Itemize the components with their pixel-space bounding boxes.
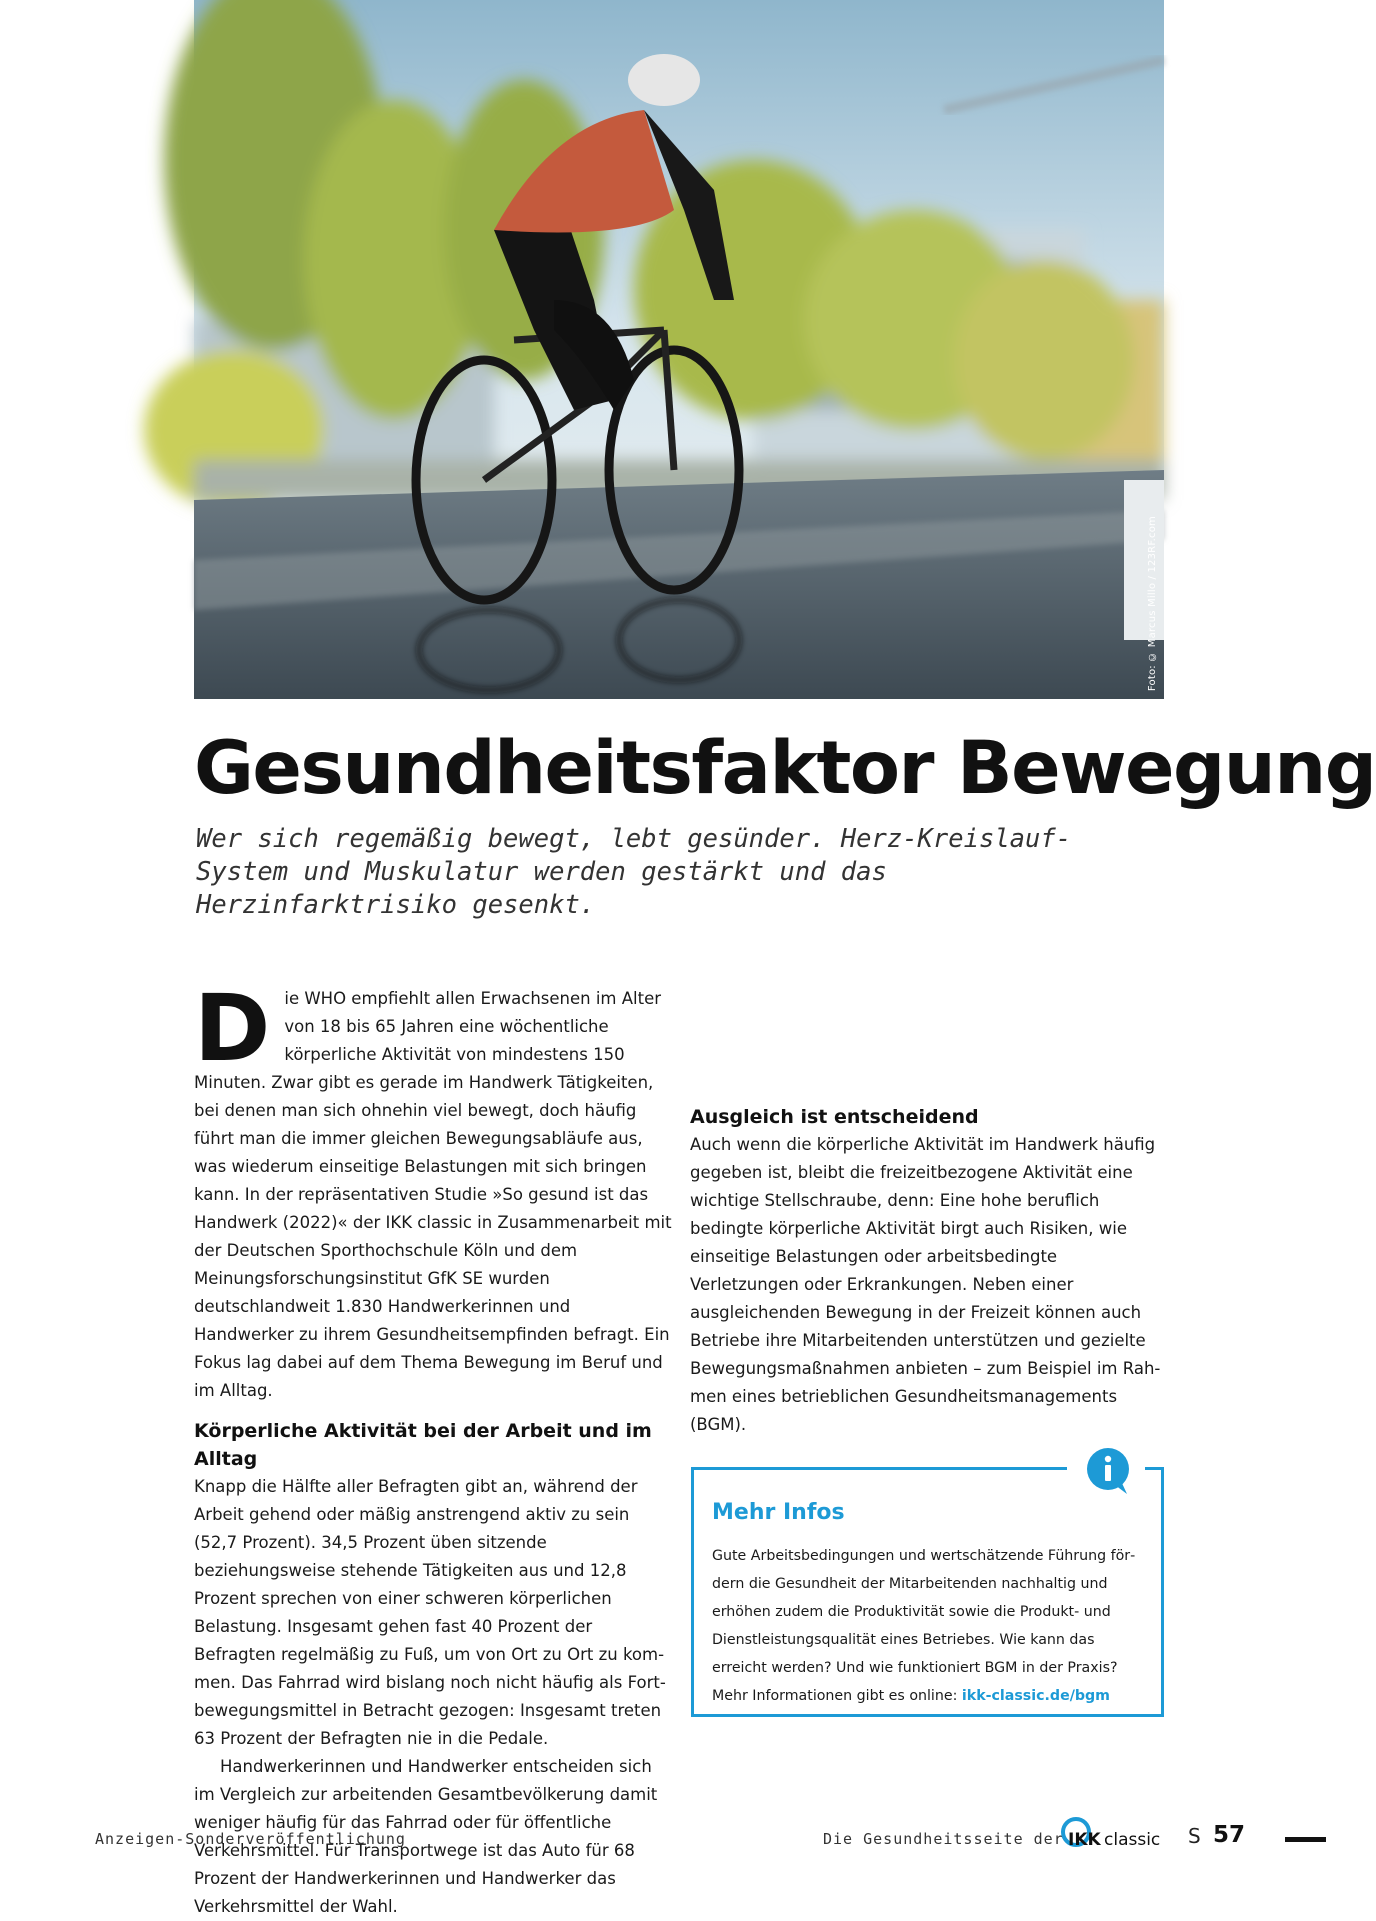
info-icon xyxy=(1085,1447,1131,1495)
ikk-classic-logo xyxy=(1060,1814,1168,1854)
page-title: Gesundheitsfaktor Bewegung xyxy=(194,726,1376,811)
subheading-balance: Ausgleich ist entscheidend xyxy=(690,1106,979,1128)
svg-text:classic: classic xyxy=(1104,1830,1161,1850)
hero-image xyxy=(194,0,1164,699)
footer-publisher-text: Die Gesundheitsseite der xyxy=(823,1830,1064,1848)
info-link[interactable]: ikk-classic.de/bgm xyxy=(961,1688,1110,1704)
dropcap: D xyxy=(194,975,271,1082)
paragraph-intro xyxy=(194,975,672,1405)
paragraph-activity: Knapp die Hälfte aller Befragten gibt an, während der Arbeit gehend oder mäßig anstrengend aktiv zu sein (52,7 Prozent). 34,5 Prozent üben sitzende beziehungsweise stehende Tätigkeiten aus und 12,8 Prozent sprechen von einer schweren körperlichen Belastung. Insgesamt gehen fast 40 Prozent der Befragten regelmäßig zu Fuß, um von Ort zu Ort zu kommen. Das Fahrrad wird bislang noch nicht häufig als Fortbewegungsmittel in Betracht gezogen: Insgesamt treten 63 Prozent der Befragten nie in die Pedale. xyxy=(194,1477,666,1748)
article-column-right xyxy=(690,985,1168,1439)
page-number: 57 xyxy=(1213,1822,1246,1848)
lead-text: Wer sich regemäßig bewegt, lebt gesünder. Herz-Kreislauf-System und Muskulatur werden gestärkt und das Herzinfarktrisiko gesenkt. xyxy=(196,824,1072,920)
intro-text: ie WHO empfiehlt allen Erwachsenen im Alter von 18 bis 65 Jahren eine wöchentliche körperliche Aktivität von mindestens 150 Minuten. Zwar gibt es gerade im Handwerk Tätigkeiten, bei denen man sich ohnehin viel bewegt, doch häufig führt man die immer gleichen Bewegungsabläufe aus, was wiederum einseitige Belastungen mit sich bringen kann. In der repräsentativen Studie »So gesund ist das Handwerk (2022)« der IKK classic in Zusammenarbeit mit der Deutschen Sporthochschule Köln und dem Meinungsforschungsinstitut GfK SE wurden deutschlandweit 1.830 Handwerkerinnen und Handwerker zu ihrem Gesundheitsempfinden befragt. Ein Fokus lag dabei auf dem Thema Bewegung im Beruf und im Alltag. xyxy=(194,989,672,1400)
info-box-title: Mehr Infos xyxy=(712,1500,845,1525)
info-box xyxy=(691,1467,1164,1717)
paragraph-transport: Handwerkerinnen und Handwerker entscheiden sich im Vergleich zur arbeitenden Gesamtbevölkerung damit weniger häufig für das Fahrrad oder für öffentliche Verkehrsmittel. Für Transportwege ist das Auto für 68 Prozent der Handwerkerinnen und Handwerker das Verkehrsmittel der Wahl. xyxy=(194,1757,658,1916)
subheading-activity: Körperliche Aktivität bei der Arbeit und im Alltag xyxy=(194,1420,652,1470)
svg-text:IKK: IKK xyxy=(1068,1830,1101,1850)
photo-credit: Foto: © Marcus Millo / 123RF.com xyxy=(1147,515,1158,691)
info-box-text: Gute Arbeitsbedingungen und wertschätzende Führung fördern die Gesundheit der Mitarbeitenden nachhaltig und erhöhen zudem die Produktivität sowie die Produkt- und Dienstleistungsqualität eines Betriebes. Wie kann das erreicht werden? Und wie funktioniert BGM in der Praxis? Mehr Informationen gibt es online: ikk-classic.de/bgm xyxy=(712,1548,1136,1704)
footer-label: Anzeigen-Sonderveröffentlichung xyxy=(95,1830,406,1848)
cyclist-photo xyxy=(194,0,1164,699)
page-rule xyxy=(1285,1837,1326,1842)
paragraph-balance: Auch wenn die körperliche Aktivität im Handwerk häufig gegeben ist, bleibt die freizeitbezogene Aktivität eine wichtige Stellschraube, denn: Eine hohe beruflich bedingte körperliche Aktivität birgt auch Risiken, wie einseitige Belastungen oder arbeitsbedingte Verletzungen oder Erkrankungen. Neben einer ausgleichenden Bewegung in der Freizeit können auch Betriebe ihre Mitarbeitenden unterstützen und gezielte Bewegungsmaßnahmen anbieten – zum Beispiel im Rahmen eines betrieblichen Gesundheitsmanagements (BGM). xyxy=(690,1135,1161,1434)
page-prefix: S xyxy=(1188,1824,1201,1848)
article-column-left xyxy=(194,975,672,1921)
